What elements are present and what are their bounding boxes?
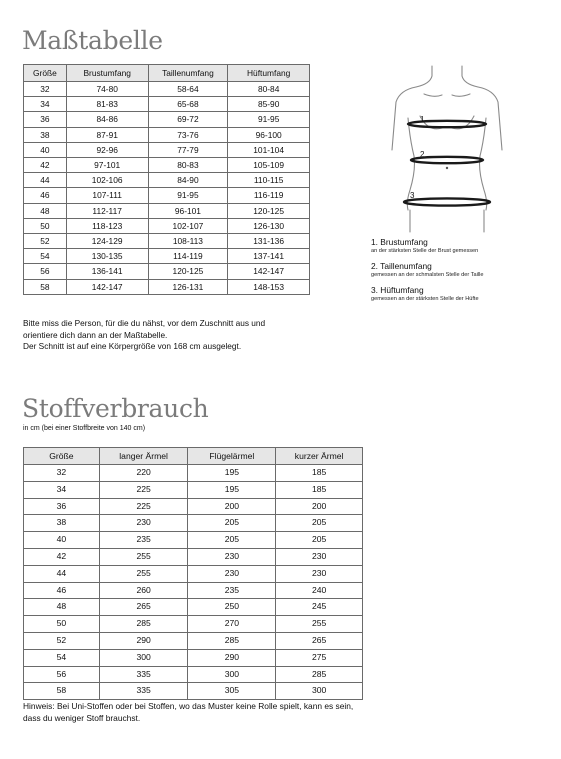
table-cell: 42: [24, 548, 100, 565]
fabric-usage-note: [23, 701, 443, 724]
table-cell: 335: [99, 666, 188, 683]
table-cell: 110-115: [228, 173, 310, 188]
table-cell: 230: [188, 565, 276, 582]
table-cell: 245: [276, 599, 363, 616]
marker-hip: 3: [410, 191, 415, 200]
table-row: [24, 683, 363, 700]
table-cell: 230: [188, 548, 276, 565]
table-row: [24, 481, 363, 498]
table-cell: 84-86: [66, 112, 148, 127]
table-cell: 148-153: [228, 279, 310, 294]
table-cell: 32: [24, 465, 100, 482]
legend-subtitle: gemessen an der schmalsten Stelle der Taille: [371, 272, 484, 278]
table-cell: 114-119: [148, 249, 228, 264]
table-cell: 87-91: [66, 127, 148, 142]
table-cell: 335: [99, 683, 188, 700]
table-cell: 195: [188, 481, 276, 498]
table-cell: 305: [188, 683, 276, 700]
table-cell: 205: [188, 532, 276, 549]
note-line: orientiere dich dann an der Maßtabelle.: [23, 329, 168, 340]
table-row: [24, 218, 310, 233]
marker-waist: 2: [420, 150, 425, 159]
table-cell: 85-90: [228, 97, 310, 112]
table-row: [24, 97, 310, 112]
table-cell: 73-76: [148, 127, 228, 142]
column-header: Taillenumfang: [148, 65, 228, 82]
table-cell: 200: [276, 498, 363, 515]
table-cell: 80-83: [148, 158, 228, 173]
table-cell: 124-129: [66, 234, 148, 249]
legend-title: 2. Taillenumfang: [371, 261, 432, 271]
table-cell: 56: [24, 264, 67, 279]
table-cell: 205: [276, 532, 363, 549]
table-cell: 136-141: [66, 264, 148, 279]
table-cell: 42: [24, 158, 67, 173]
table-cell: 91-95: [228, 112, 310, 127]
table-cell: 126-130: [228, 218, 310, 233]
column-header: Größe: [24, 65, 67, 82]
table-cell: 200: [188, 498, 276, 515]
legend-subtitle: gemessen an der stärksten Stelle der Hüfte: [371, 296, 479, 302]
size-chart-note: [23, 318, 313, 353]
note-line: Bitte miss die Person, für die du nähst, vor dem Zuschnitt aus und: [23, 318, 266, 328]
table-row: [24, 127, 310, 142]
table-cell: 185: [276, 465, 363, 482]
table-cell: 38: [24, 127, 67, 142]
table-cell: 38: [24, 515, 100, 532]
table-cell: 80-84: [228, 82, 310, 97]
table-cell: 120-125: [148, 264, 228, 279]
table-cell: 34: [24, 97, 67, 112]
table-cell: 48: [24, 599, 100, 616]
table-cell: 225: [99, 481, 188, 498]
column-header: Brustumfang: [66, 65, 148, 82]
table-cell: 220: [99, 465, 188, 482]
legend-item: [371, 285, 551, 303]
table-cell: 101-104: [228, 142, 310, 157]
table-cell: 235: [188, 582, 276, 599]
table-cell: 50: [24, 218, 67, 233]
table-cell: 50: [24, 616, 100, 633]
legend-title: 1. Brustumfang: [371, 237, 428, 247]
table-cell: 185: [276, 481, 363, 498]
column-header: langer Ärmel: [99, 448, 188, 465]
table-cell: 36: [24, 498, 100, 515]
table-cell: 285: [99, 616, 188, 633]
table-cell: 300: [99, 649, 188, 666]
table-cell: 54: [24, 249, 67, 264]
table-cell: 230: [276, 548, 363, 565]
table-row: [24, 82, 310, 97]
table-cell: 54: [24, 649, 100, 666]
table-cell: 112-117: [66, 203, 148, 218]
table-cell: 130-135: [66, 249, 148, 264]
column-header: kurzer Ärmel: [276, 448, 363, 465]
table-cell: 48: [24, 203, 67, 218]
table-row: [24, 465, 363, 482]
table-cell: 52: [24, 632, 100, 649]
table-cell: 97-101: [66, 158, 148, 173]
table-cell: 275: [276, 649, 363, 666]
marker-bust: 1: [420, 115, 425, 124]
table-row: [24, 203, 310, 218]
fabric-usage-title: Stoffverbrauch: [22, 394, 209, 423]
table-cell: 255: [99, 565, 188, 582]
table-row: [24, 616, 363, 633]
table-cell: 225: [99, 498, 188, 515]
table-cell: 40: [24, 532, 100, 549]
table-cell: 58-64: [148, 82, 228, 97]
fabric-usage-table: [23, 447, 363, 700]
table-row: [24, 515, 363, 532]
table-cell: 107-111: [66, 188, 148, 203]
table-row: [24, 649, 363, 666]
table-cell: 102-107: [148, 218, 228, 233]
table-cell: 265: [99, 599, 188, 616]
table-cell: 285: [188, 632, 276, 649]
column-header: Hüftumfang: [228, 65, 310, 82]
table-row: [24, 264, 310, 279]
table-row: [24, 142, 310, 157]
table-cell: 270: [188, 616, 276, 633]
table-cell: 108-113: [148, 234, 228, 249]
size-chart-title: Maßtabelle: [22, 26, 163, 55]
column-header: Flügelärmel: [188, 448, 276, 465]
table-cell: 290: [188, 649, 276, 666]
table-cell: 96-100: [228, 127, 310, 142]
table-row: [24, 599, 363, 616]
table-cell: 260: [99, 582, 188, 599]
table-cell: 46: [24, 188, 67, 203]
table-row: [24, 565, 363, 582]
table-cell: 36: [24, 112, 67, 127]
table-cell: 52: [24, 234, 67, 249]
table-cell: 250: [188, 599, 276, 616]
table-row: [24, 112, 310, 127]
table-cell: 118-123: [66, 218, 148, 233]
table-row: [24, 532, 363, 549]
table-cell: 105-109: [228, 158, 310, 173]
table-cell: 300: [276, 683, 363, 700]
table-cell: 44: [24, 173, 67, 188]
table-cell: 137-141: [228, 249, 310, 264]
table-row: [24, 582, 363, 599]
table-row: [24, 498, 363, 515]
table-cell: 116-119: [228, 188, 310, 203]
table-cell: 44: [24, 565, 100, 582]
table-cell: 240: [276, 582, 363, 599]
measurement-legend: [371, 237, 551, 309]
table-cell: 230: [99, 515, 188, 532]
table-row: [24, 548, 363, 565]
fabric-usage-subtitle: in cm (bei einer Stoffbreite von 140 cm): [23, 425, 146, 432]
legend-item: [371, 237, 551, 255]
table-cell: 91-95: [148, 188, 228, 203]
note-line: dass du weniger Stoff brauchst.: [23, 712, 141, 723]
table-row: [24, 279, 310, 294]
table-header-row: [24, 448, 363, 465]
table-row: [24, 158, 310, 173]
table-row: [24, 234, 310, 249]
table-cell: 84-90: [148, 173, 228, 188]
table-cell: 142-147: [66, 279, 148, 294]
table-cell: 81-83: [66, 97, 148, 112]
table-row: [24, 188, 310, 203]
table-cell: 96-101: [148, 203, 228, 218]
legend-title: 3. Hüftumfang: [371, 285, 424, 295]
table-cell: 34: [24, 481, 100, 498]
table-cell: 131-136: [228, 234, 310, 249]
table-row: [24, 249, 310, 264]
table-cell: 58: [24, 683, 100, 700]
table-cell: 300: [188, 666, 276, 683]
table-cell: 230: [276, 565, 363, 582]
column-header: Größe: [24, 448, 100, 465]
table-cell: 77-79: [148, 142, 228, 157]
note-line: Der Schnitt ist auf eine Körpergröße von 168 cm ausgelegt.: [23, 341, 242, 352]
table-cell: 142-147: [228, 264, 310, 279]
size-chart-table: [23, 64, 310, 295]
table-cell: 265: [276, 632, 363, 649]
table-cell: 235: [99, 532, 188, 549]
table-row: [24, 173, 310, 188]
table-cell: 65-68: [148, 97, 228, 112]
table-cell: 46: [24, 582, 100, 599]
table-cell: 205: [188, 515, 276, 532]
table-cell: 40: [24, 142, 67, 157]
legend-subtitle: an der stärksten Stelle der Brust gemessen: [371, 248, 479, 254]
table-row: [24, 632, 363, 649]
table-cell: 56: [24, 666, 100, 683]
table-cell: 205: [276, 515, 363, 532]
body-measurement-figure: [380, 60, 530, 240]
table-cell: 285: [276, 666, 363, 683]
legend-item: [371, 261, 551, 279]
table-cell: 255: [276, 616, 363, 633]
table-row: [24, 666, 363, 683]
note-line: Hinweis: Bei Uni-Stoffen oder bei Stoffen, wo das Muster keine Rolle spielt, kann es sein,: [23, 701, 354, 711]
table-cell: 74-80: [66, 82, 148, 97]
table-cell: 58: [24, 279, 67, 294]
table-cell: 102-106: [66, 173, 148, 188]
table-cell: 69-72: [148, 112, 228, 127]
table-cell: 92-96: [66, 142, 148, 157]
table-cell: 120-125: [228, 203, 310, 218]
table-cell: 290: [99, 632, 188, 649]
table-cell: 32: [24, 82, 67, 97]
table-cell: 126-131: [148, 279, 228, 294]
table-header-row: [24, 65, 310, 82]
table-cell: 195: [188, 465, 276, 482]
table-cell: 255: [99, 548, 188, 565]
